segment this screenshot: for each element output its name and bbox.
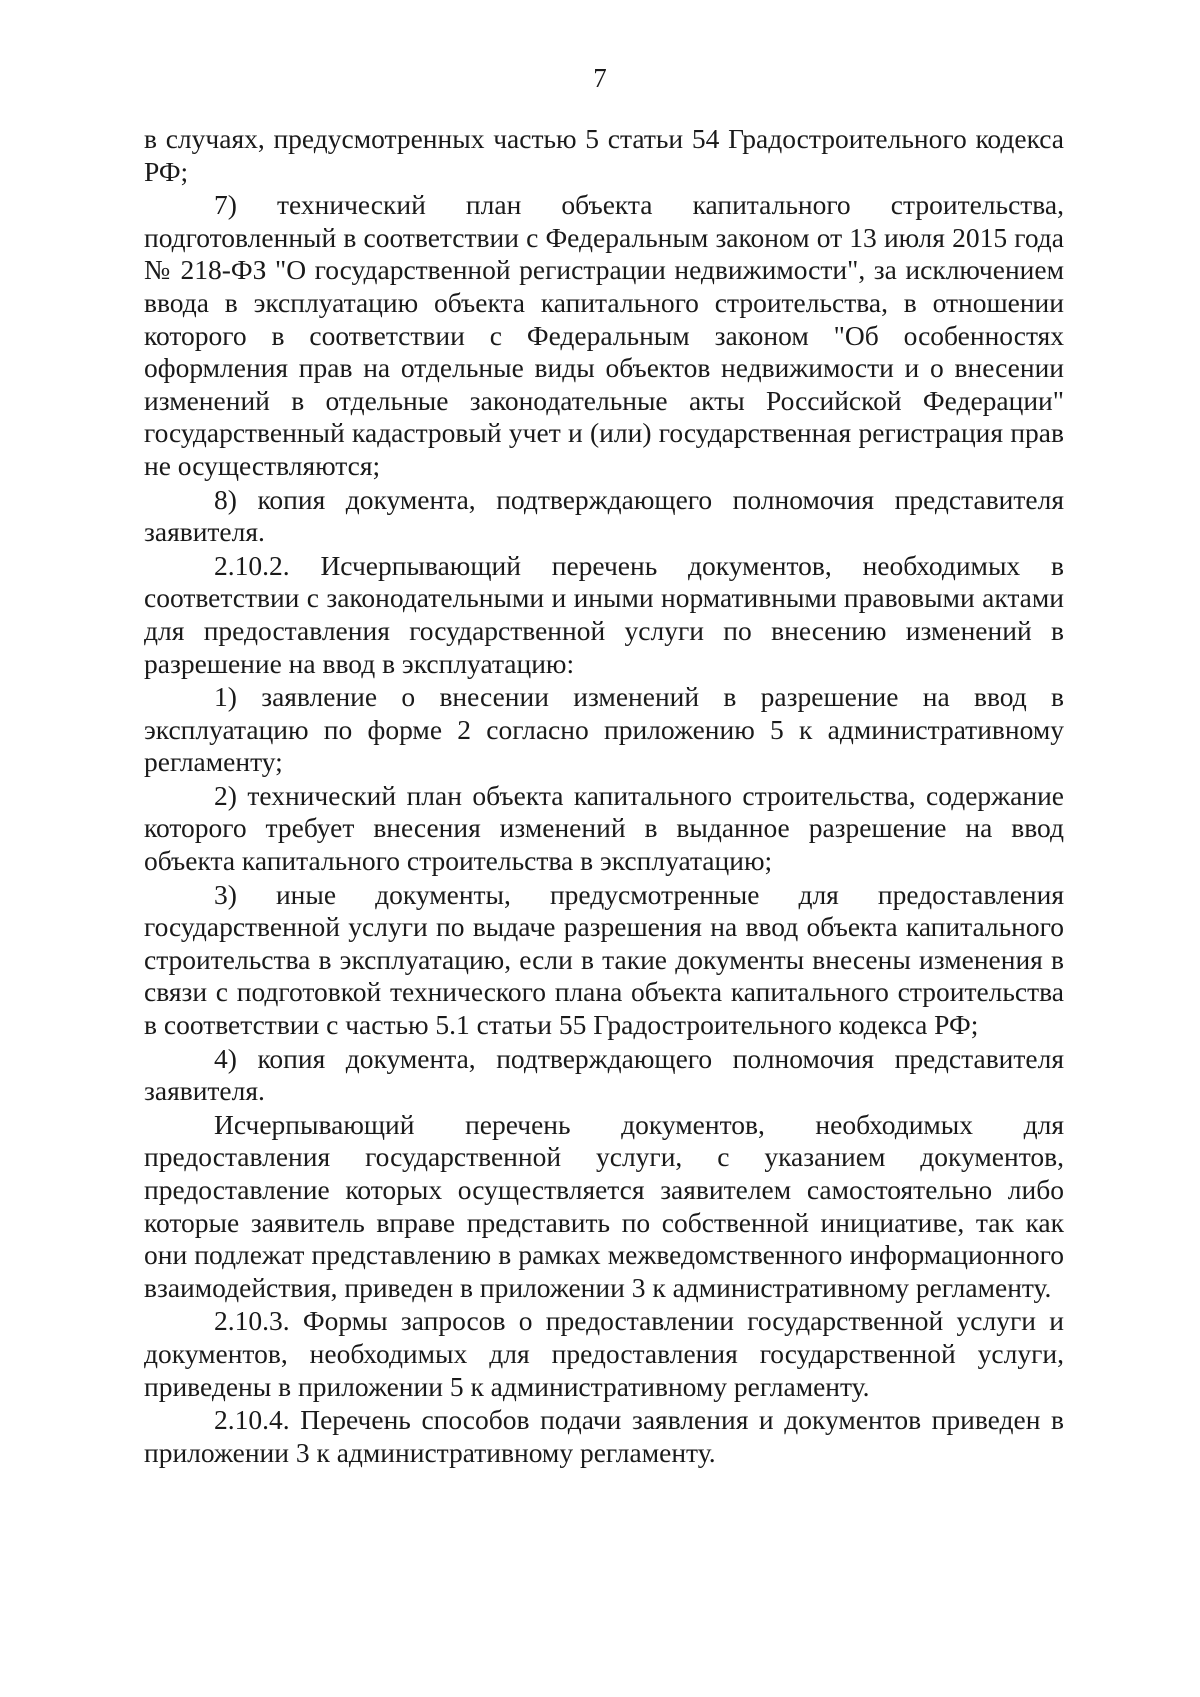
paragraph-2-10-3: 2.10.3. Формы запросов о предоставлении государственной услуги и документов, необходимых для предоставления государственной услуги, приведены в приложении 5 к административному регламенту. [144, 1305, 1064, 1402]
paragraph-exhaustive-list: Исчерпывающий перечень документов, необходимых для предоставления государственной услуги, с указанием документов, предоставление которых осуществляется заявителем самостоятельно либо которые заявитель вправе представить по собственной инициативе, так как они подлежат представлению в рамках межведомственного информационного взаимодействия, приведен в приложении 3 к административному регламенту. [144, 1108, 1064, 1303]
paragraph-sub-item-1: 1) заявление о внесении изменений в разрешение на ввод в эксплуатацию по форме 2 согласно приложению 5 к административному регламенту; [144, 681, 1064, 778]
paragraph-item-7: 7) технический план объекта капитального строительства, подготовленный в соответствии с Федеральным законом от 13 июля 2015 года № 218-ФЗ "О государственной регистрации недвижимости", за исключением ввода в эксплуатацию объекта капитального строительства, в отношении которого в соответствии с Федеральным законом "Об особенностях оформления прав на отдельные виды объектов недвижимости и о внесении изменений в отдельные законодательные акты Российской Федерации" государственный кадастровый учет и (или) государственная регистрация прав не осуществляются; [144, 189, 1064, 481]
paragraph-sub-item-3: 3) иные документы, предусмотренные для предоставления государственной услуги по выдаче разрешения на ввод объекта капитального строительства в эксплуатацию, если в такие документы внесены изменения в связи с подготовкой технического плана объекта капитального строительства в соответствии с частью 5.1 статьи 55 Градостроительного кодекса РФ; [144, 878, 1064, 1041]
page-number: 7 [593, 63, 607, 93]
paragraph-2-10-4: 2.10.4. Перечень способов подачи заявления и документов приведен в приложении 3 к административному регламенту. [144, 1404, 1064, 1468]
paragraph-sub-item-2: 2) технический план объекта капитального строительства, содержание которого требует внесения изменений в выданное разрешение на ввод объекта капитального строительства в эксплуатацию; [144, 779, 1064, 877]
document-body [144, 123, 1064, 1469]
paragraph-2-10-2: 2.10.2. Исчерпывающий перечень документов, необходимых в соответствии с законодательными и иными нормативными правовыми актами для предоставления государственной услуги по внесению изменений в разрешение на ввод в эксплуатацию: [144, 549, 1064, 679]
paragraph-continuation: в случаях, предусмотренных частью 5 статьи 54 Градостроительного кодекса РФ; [144, 123, 1064, 187]
paragraph-sub-item-4: 4) копия документа, подтверждающего полномочия представителя заявителя. [144, 1042, 1064, 1107]
paragraph-item-8: 8) копия документа, подтверждающего полномочия представителя заявителя. [144, 483, 1064, 548]
